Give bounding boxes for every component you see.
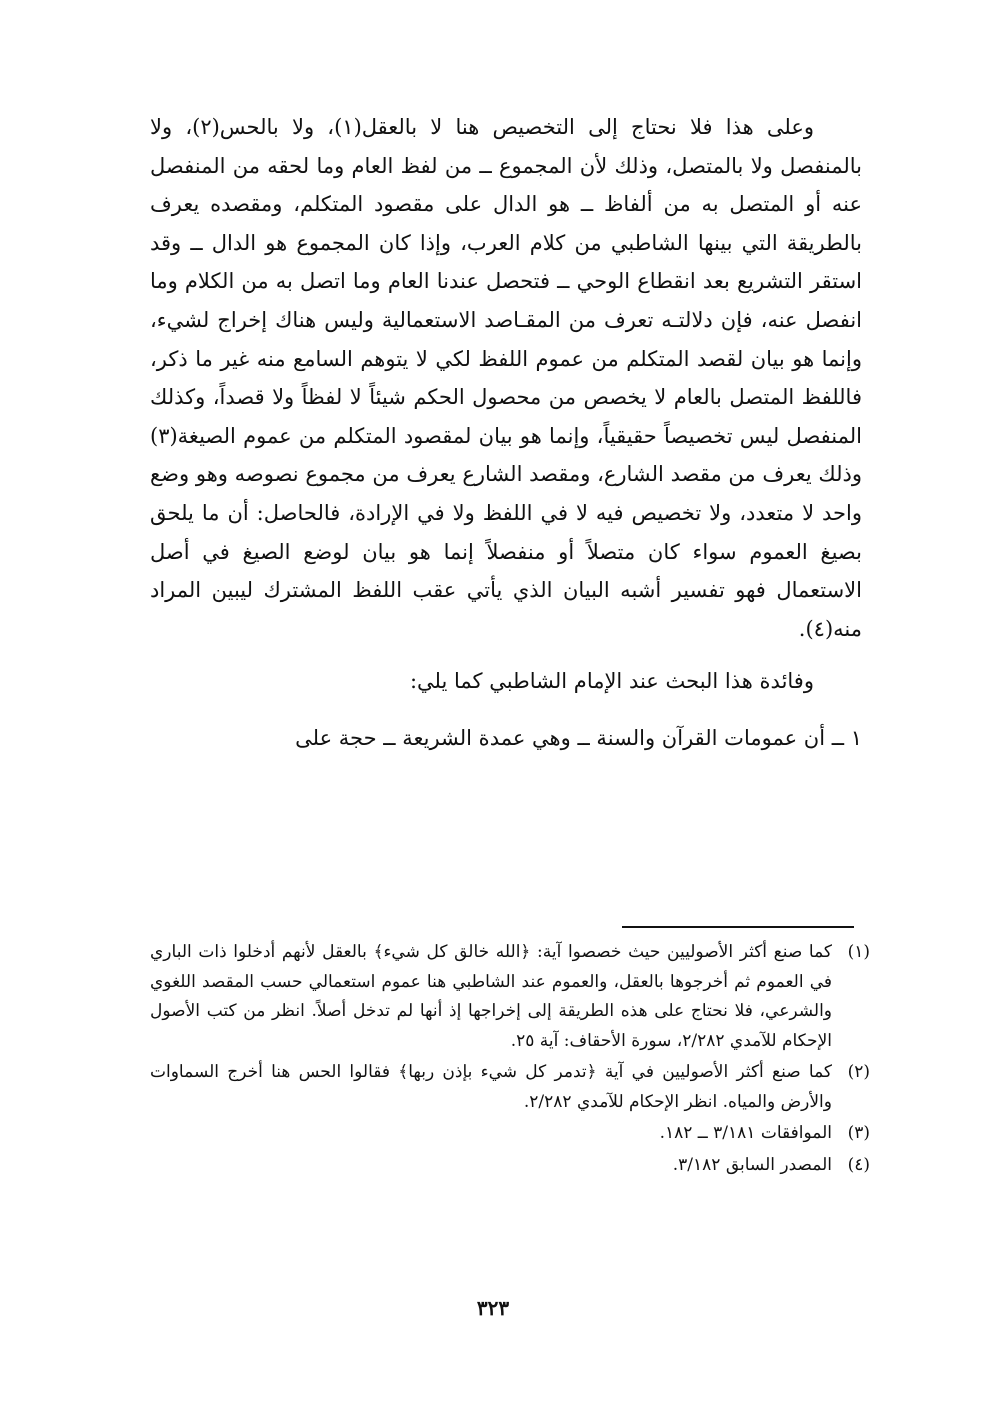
footnote-number: (١) <box>847 942 870 962</box>
footnote-number: (٤) <box>847 1154 870 1175</box>
footnote-2 <box>150 1058 870 1117</box>
footnote-text: الموافقات ٣/١٨١ ــ ١٨٢. <box>659 1123 832 1143</box>
footnotes <box>150 938 870 1182</box>
page-number: ٣٢٣ <box>476 1296 510 1320</box>
body-paragraph-3: ١ ــ أن عمومات القرآن والسنة ــ وهي عمدة الشريعة ــ حجة على <box>295 725 862 750</box>
footnote-number: (٣) <box>847 1123 870 1143</box>
footnote-1 <box>150 938 870 1056</box>
footnote-number: (٢) <box>847 1062 870 1082</box>
footnote-text: كما صنع أكثر الأصوليين في آية ﴿تدمر كل شيء بإذن ربها﴾ فقالوا الحس هنا أخرج السماوات والأرض والمياه. انظر الإحكام للآمدي ٢/٢٨٢. <box>150 1062 832 1112</box>
main-text <box>150 108 862 758</box>
body-paragraph-2: وفائدة هذا البحث عند الإمام الشاطبي كما يلي: <box>409 669 814 694</box>
footnote-text: كما صنع أكثر الأصوليين حيث خصصوا آية: ﴿الله خالق كل شيء﴾ بالعقل لأنهم أدخلوا ذات الباري في العموم ثم أخرجوها بالعقل، والعموم عند الشاطبي هنا عموم استعمالي حسب المقصد اللغوي والشرعي، فلا نحتاج على هذه الطريقة إلى إخراجها إذ أنها لم تدخل أصلاً. انظر من كتب الأصول الإحكام للآمدي ٢/٢٨٢، سورة الأحقاف: آية ٢٥. <box>150 942 833 1051</box>
body-paragraph-1: وعلى هذا فلا نحتاج إلى التخصيص هنا لا بالعقل(١)، ولا بالحس(٢)، ولا بالمنفصل ولا بالمتصل، وذلك لأن المجموع ــ من لفظ العام وما لحقه من المنفصل عنه أو المتصل به من ألفاظ ــ هو الدال على مقصود المتكلم، ومقصده يعرف بالطريقة التي بينها الشاطبي من كلام العرب، وإذا كان المجموع هو الدال ــ وقد استقر التشريع بعد انقطاع الوحي ــ فتحصل عندنا العام وما اتصل به من الكلام وما انفصل عنه، فإن دلالتـه تعرف من المقـاصد الاستعمالية وليس هناك إخراج لشيء، وإنما هو بيان لقصد المتكلم من عموم اللفظ لكي لا يتوهم السامع منه غير ما ذكر، فاللفظ المتصل بالعام لا يخصص من محصول الحكم شيئاً لا لفظاً ولا قصداً، وكذلك المنفصل ليس تخصيصاً حقيقياً، وإنما هو بيان لمقصود المتكلم من عموم الصيغة(٣) وذلك يعرف من مقصد الشارع، ومقصد الشارع يعرف من مجموع نصوصه وهو وضع واحد لا متعدد، ولا تخصيص فيه لا في اللفظ ولا في الإرادة، فالحاصل: أن ما يلحق بصيغ العموم سواء كان متصلاً أو منفصلاً إنما هو بيان لوضع الصيغ في أصل الاستعمال فهو تفسير أشبه البيان الذي يأتي عقب اللفظ المشترك ليبين المراد منه(٤). <box>150 115 862 641</box>
footnote-divider <box>622 926 854 928</box>
footnote-text: المصدر السابق ٣/١٨٢. <box>672 1154 832 1175</box>
footnote-3 <box>150 1119 870 1149</box>
footnote-4 <box>150 1151 870 1181</box>
